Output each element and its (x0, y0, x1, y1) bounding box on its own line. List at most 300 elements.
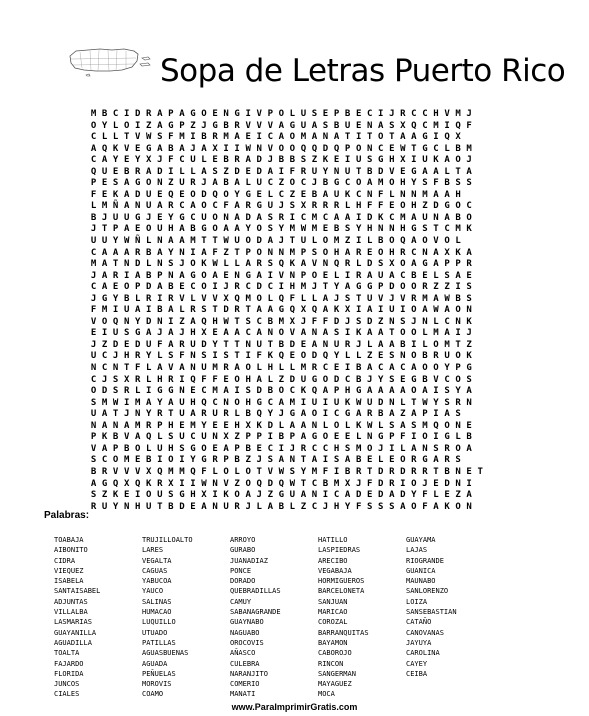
grid-cell: R (433, 351, 439, 362)
grid-cell: G (411, 166, 417, 177)
grid-cell: A (444, 155, 450, 166)
grid-cell: T (455, 166, 461, 177)
word-item: SANJUAN (318, 597, 348, 606)
word-column (54, 535, 142, 700)
grid-cell: O (101, 316, 108, 327)
grid-cell: Z (344, 236, 351, 247)
word-item: NAGUABO (230, 628, 260, 637)
grid-cell: J (256, 490, 262, 501)
grid-cell: C (355, 189, 362, 200)
grid-cell: N (366, 432, 373, 443)
grid-cell: J (90, 339, 97, 350)
grid-cell: A (256, 305, 262, 316)
grid-cell: O (400, 455, 406, 466)
grid-cell: C (444, 316, 450, 327)
grid-cell: Z (433, 282, 439, 293)
grid-cell: A (90, 143, 97, 154)
grid-cell: B (157, 305, 163, 316)
grid-cell: A (400, 386, 406, 397)
grid-cell: A (466, 247, 472, 258)
grid-cell: U (300, 374, 307, 385)
grid-cell: L (146, 363, 152, 374)
grid-cell: D (234, 166, 240, 177)
grid-cell: U (190, 339, 196, 350)
grid-cell: T (300, 478, 307, 489)
grid-cell: R (311, 201, 318, 212)
grid-cell: G (179, 490, 185, 501)
grid-cell: H (168, 224, 174, 235)
grid-cell: R (300, 443, 307, 454)
grid-cell: C (90, 374, 97, 385)
grid-cell: B (289, 155, 296, 166)
grid-cell: A (322, 386, 329, 397)
grid-cell: V (245, 120, 251, 131)
grid-cell: E (223, 374, 229, 385)
grid-cell: N (366, 120, 373, 131)
grid-cell: J (101, 212, 108, 223)
grid-row (88, 132, 498, 144)
grid-cell: R (223, 363, 229, 374)
grid-cell: A (411, 212, 417, 223)
grid-cell: H (245, 374, 251, 385)
word-item: CABOROJO (318, 649, 352, 658)
grid-cell: P (300, 270, 307, 281)
grid-cell: J (378, 443, 384, 454)
grid-cell: N (322, 259, 329, 270)
grid-cell: N (389, 224, 395, 235)
grid-cell: K (466, 224, 472, 235)
grid-cell: G (212, 120, 218, 131)
grid-cell: L (157, 432, 163, 443)
grid-cell: L (389, 189, 395, 200)
grid-cell: R (411, 455, 417, 466)
grid-cell: X (300, 201, 307, 212)
grid-cell: U (179, 397, 185, 408)
word-item: JAYUYA (406, 638, 432, 647)
grid-cell: A (168, 397, 174, 408)
grid-row (88, 144, 498, 156)
grid-cell: S (168, 432, 174, 443)
word-item: ISABELA (54, 577, 84, 586)
grid-cell: A (135, 270, 141, 281)
grid-cell: R (168, 374, 174, 385)
grid-cell: U (422, 212, 428, 223)
grid-cell: S (112, 374, 119, 385)
grid-cell: K (112, 490, 119, 501)
word-item: BARCELONETA (318, 587, 365, 596)
grid-cell: A (300, 432, 307, 443)
grid-cell: A (444, 409, 450, 420)
grid-cell: D (146, 282, 152, 293)
grid-cell: L (112, 132, 119, 143)
grid-cell: D (322, 143, 329, 154)
grid-cell: X (223, 293, 229, 304)
grid-cell: N (400, 189, 406, 200)
grid-cell: A (135, 305, 141, 316)
grid-cell: Z (101, 490, 108, 501)
grid-cell: J (389, 293, 395, 304)
grid-cell: Z (400, 409, 406, 420)
grid-cell: F (400, 432, 406, 443)
grid-cell: I (344, 363, 351, 374)
grid-cell: U (256, 178, 262, 189)
grid-cell: A (190, 409, 196, 420)
grid-cell: C (311, 501, 318, 512)
word-item: MARICAO (318, 608, 348, 617)
grid-cell: Ñ (112, 201, 119, 212)
grid-cell: U (90, 351, 97, 362)
grid-cell: R (389, 478, 395, 489)
grid-cell: M (422, 293, 428, 304)
grid-cell: B (366, 166, 373, 177)
grid-cell: Z (278, 178, 285, 189)
word-item: JUANADIAZ (230, 556, 268, 565)
grid-cell: L (256, 501, 262, 512)
grid-cell: U (112, 212, 119, 223)
grid-cell: C (444, 374, 450, 385)
grid-cell: U (366, 397, 373, 408)
grid-cell: V (123, 466, 130, 477)
grid-cell: H (123, 351, 130, 362)
grid-cell: L (455, 236, 461, 247)
grid-cell: A (146, 166, 152, 177)
grid-cell: N (389, 316, 395, 327)
grid-cell: S (289, 466, 296, 477)
grid-cell: C (300, 178, 307, 189)
grid-cell: M (289, 247, 296, 258)
word-item: VEGABAJA (318, 566, 352, 575)
grid-cell: U (444, 351, 450, 362)
grid-cell: G (422, 143, 428, 154)
grid-cell: M (245, 293, 251, 304)
grid-cell: J (355, 478, 362, 489)
grid-cell: C (256, 316, 262, 327)
grid-cell: N (422, 316, 428, 327)
grid-cell: M (168, 466, 174, 477)
grid-row (88, 351, 498, 363)
grid-cell: E (123, 490, 130, 501)
grid-cell: A (157, 282, 163, 293)
grid-cell: X (223, 432, 229, 443)
grid-cell: I (135, 490, 141, 501)
grid-cell: R (455, 397, 461, 408)
grid-cell: Q (333, 259, 340, 270)
grid-cell: C (267, 132, 273, 143)
grid-cell: B (322, 478, 329, 489)
grid-cell: C (101, 363, 108, 374)
grid-cell: E (466, 270, 472, 281)
grid-cell: C (300, 212, 307, 223)
grid-cell: U (101, 501, 108, 512)
grid-cell: R (256, 259, 262, 270)
grid-cell: L (355, 432, 362, 443)
grid-cell: M (300, 282, 307, 293)
grid-cell: E (190, 501, 196, 512)
grid-cell: T (212, 236, 218, 247)
grid-cell: Y (234, 189, 240, 200)
grid-cell: I (455, 282, 461, 293)
grid-cell: P (289, 432, 296, 443)
grid-row (88, 121, 498, 133)
grid-cell: N (157, 259, 163, 270)
grid-cell: S (455, 178, 461, 189)
grid-row (88, 282, 498, 294)
grid-cell: T (201, 236, 207, 247)
grid-cell: I (112, 305, 119, 316)
grid-cell: F (179, 351, 185, 362)
word-item: ARECIBO (318, 556, 348, 565)
grid-cell: J (223, 282, 229, 293)
grid-cell: L (433, 316, 439, 327)
grid-cell: S (289, 201, 296, 212)
grid-cell: A (123, 189, 130, 200)
grid-cell: G (355, 386, 362, 397)
grid-cell: Y (146, 351, 152, 362)
grid-cell: N (179, 247, 185, 258)
grid-cell: K (112, 143, 119, 154)
grid-cell: A (400, 420, 406, 431)
grid-cell: B (190, 224, 196, 235)
grid-cell: I (433, 409, 439, 420)
grid-cell: O (389, 236, 395, 247)
grid-cell: S (444, 397, 450, 408)
grid-cell: Y (333, 282, 340, 293)
grid-cell: R (157, 478, 163, 489)
grid-cell: L (322, 420, 329, 431)
grid-cell: A (179, 143, 185, 154)
grid-cell: A (311, 120, 318, 131)
grid-cell: T (267, 339, 273, 350)
grid-cell: M (300, 132, 307, 143)
grid-cell: N (256, 143, 262, 154)
grid-cell: H (212, 316, 218, 327)
grid-cell: A (157, 120, 163, 131)
grid-cell: Y (135, 316, 141, 327)
grid-cell: A (300, 420, 307, 431)
grid-cell: E (123, 155, 130, 166)
grid-cell: P (90, 432, 97, 443)
grid-cell: C (267, 178, 273, 189)
grid-cell: J (311, 178, 318, 189)
grid-cell: C (311, 443, 318, 454)
grid-cell: N (157, 178, 163, 189)
grid-cell: V (212, 293, 218, 304)
grid-cell: T (411, 143, 417, 154)
grid-cell: C (267, 282, 273, 293)
grid-cell: A (101, 420, 108, 431)
grid-cell: O (234, 397, 240, 408)
grid-cell: K (344, 397, 351, 408)
grid-cell: Y (444, 363, 450, 374)
grid-cell: G (256, 397, 262, 408)
grid-cell: O (90, 386, 97, 397)
grid-cell: G (190, 443, 196, 454)
grid-cell: C (267, 443, 273, 454)
grid-cell: D (366, 212, 373, 223)
grid-cell: L (444, 166, 450, 177)
grid-cell: T (477, 466, 483, 477)
word-item: VEGALTA (142, 556, 172, 565)
grid-cell: B (234, 455, 240, 466)
grid-cell: D (223, 305, 229, 316)
grid-cell: X (300, 305, 307, 316)
grid-cell: S (389, 120, 395, 131)
grid-cell: Q (212, 189, 218, 200)
grid-cell: R (444, 443, 450, 454)
grid-cell: U (223, 501, 229, 512)
grid-cell: F (168, 155, 174, 166)
footer-url: www.ParaImprimirGratis.com (231, 702, 358, 712)
grid-cell: N (311, 490, 318, 501)
grid-cell: O (411, 282, 417, 293)
grid-cell: D (311, 351, 318, 362)
grid-cell: J (201, 120, 207, 131)
grid-cell: U (234, 236, 240, 247)
grid-cell: S (267, 212, 273, 223)
grid-cell: Y (112, 155, 119, 166)
grid-cell: A (234, 224, 240, 235)
grid-cell: E (422, 270, 428, 281)
word-item: CULEBRA (230, 659, 260, 668)
grid-cell: R (135, 351, 141, 362)
grid-cell: W (223, 316, 229, 327)
grid-cell: F (90, 189, 97, 200)
grid-cell: F (289, 166, 296, 177)
grid-cell: A (466, 386, 472, 397)
grid-cell: I (223, 143, 229, 154)
grid-cell: H (344, 386, 351, 397)
grid-cell: O (234, 490, 240, 501)
word-item: LASPIEDRAS (318, 546, 361, 555)
word-item: MANATI (230, 690, 256, 699)
grid-cell: F (311, 316, 318, 327)
grid-cell: L (256, 363, 262, 374)
grid-cell: V (311, 259, 318, 270)
grid-cell: N (190, 351, 196, 362)
grid-cell: I (300, 397, 307, 408)
grid-cell: H (355, 201, 362, 212)
grid-cell: A (289, 420, 296, 431)
grid-cell: Z (245, 455, 251, 466)
grid-cell: A (311, 455, 318, 466)
grid-cell: O (201, 109, 207, 119)
word-item: HATILLO (318, 536, 348, 544)
grid-cell: H (455, 189, 461, 200)
grid-cell: Q (234, 293, 240, 304)
page-title: Sopa de Letras Puerto Rico (160, 53, 566, 89)
word-item: AGUADA (142, 659, 168, 668)
grid-cell: N (411, 189, 417, 200)
grid-cell: D (289, 374, 296, 385)
grid-cell: U (90, 236, 97, 247)
grid-cell: P (179, 120, 185, 131)
grid-cell: Y (101, 120, 108, 131)
grid-cell: N (212, 501, 218, 512)
grid-cell: I (355, 305, 362, 316)
grid-cell: T (455, 339, 461, 350)
grid-cell: O (355, 178, 362, 189)
grid-cell: J (201, 178, 207, 189)
grid-cell: P (157, 270, 163, 281)
grid-cell: A (179, 224, 185, 235)
grid-row (88, 190, 498, 202)
word-item: CANOVANAS (406, 628, 444, 637)
grid-cell: S (300, 155, 307, 166)
grid-cell: S (355, 316, 362, 327)
grid-cell: D (267, 478, 273, 489)
grid-cell: A (389, 409, 395, 420)
word-item: PATILLAS (142, 638, 176, 647)
grid-cell: J (146, 212, 152, 223)
grid-cell: D (179, 501, 185, 512)
grid-cell: U (311, 397, 318, 408)
grid-cell: R (422, 466, 428, 477)
grid-cell: N (289, 455, 296, 466)
grid-cell: D (333, 374, 340, 385)
grid-cell: A (123, 201, 130, 212)
grid-cell: I (322, 409, 329, 420)
word-item: QUEBRADILLAS (230, 587, 281, 596)
grid-cell: N (366, 189, 373, 200)
grid-cell: K (322, 155, 329, 166)
grid-cell: Q (433, 420, 439, 431)
grid-cell: E (245, 166, 251, 177)
grid-cell: S (112, 386, 119, 397)
grid-cell: Q (300, 143, 307, 154)
word-item: ARROYO (230, 536, 256, 544)
grid-cell: F (256, 351, 262, 362)
grid-cell: N (378, 224, 384, 235)
word-item: HORMIGUEROS (318, 577, 365, 586)
grid-cell: R (389, 466, 395, 477)
grid-cell: X (212, 143, 218, 154)
grid-cell: E (123, 339, 130, 350)
grid-cell: B (455, 293, 461, 304)
grid-cell: A (422, 166, 428, 177)
grid-cell: Q (101, 143, 108, 154)
grid-cell: J (411, 316, 417, 327)
grid-cell: U (311, 166, 318, 177)
word-item: VILLALBA (54, 608, 88, 617)
word-item: AGUASBUENAS (142, 649, 189, 658)
grid-row (88, 201, 498, 213)
grid-cell: A (256, 374, 262, 385)
grid-cell: A (278, 397, 285, 408)
word-item: GUANICA (406, 566, 436, 575)
grid-cell: C (411, 247, 417, 258)
word-column (230, 535, 318, 700)
grid-cell: O (223, 466, 229, 477)
grid-cell: A (366, 328, 373, 339)
word-item: AGUADILLA (54, 638, 92, 647)
grid-cell: L (433, 490, 439, 501)
grid-row (88, 248, 498, 260)
grid-cell: A (190, 201, 196, 212)
word-item: JUNCOS (54, 680, 80, 689)
word-item: SANLORENZO (406, 587, 449, 596)
grid-cell: A (90, 478, 97, 489)
grid-cell: G (422, 132, 428, 143)
grid-cell: N (190, 363, 196, 374)
grid-cell: E (300, 189, 307, 200)
grid-cell: T (234, 247, 240, 258)
grid-cell: A (444, 189, 450, 200)
grid-cell: D (245, 212, 251, 223)
grid-cell: J (300, 316, 307, 327)
grid-cell: H (157, 374, 163, 385)
word-item: TOABAJA (54, 536, 84, 544)
grid-cell: O (400, 259, 406, 270)
